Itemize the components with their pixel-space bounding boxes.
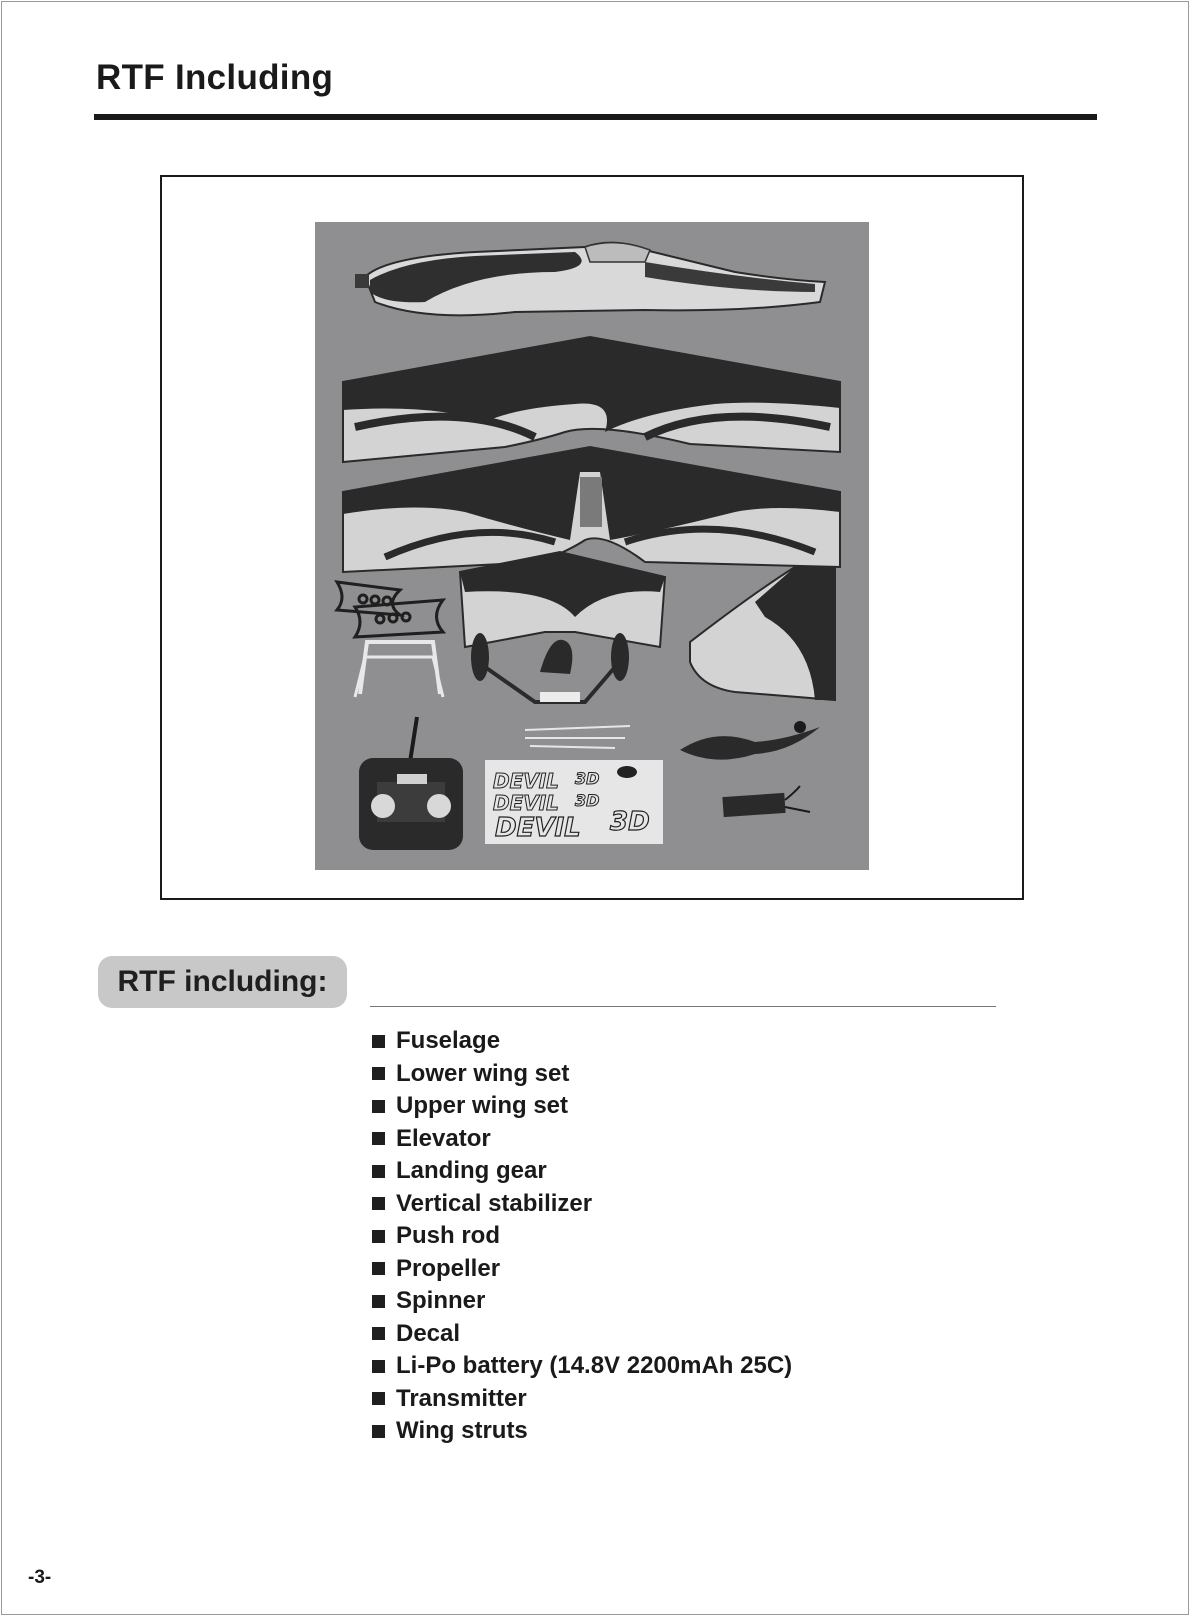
parts-list bbox=[372, 1025, 792, 1448]
square-bullet-icon bbox=[372, 1327, 385, 1340]
list-item: Push rod bbox=[372, 1220, 792, 1253]
square-bullet-icon bbox=[372, 1100, 385, 1113]
transmitter-image bbox=[359, 717, 463, 850]
landing-gear-image bbox=[355, 633, 629, 702]
vertical-stabilizer-image bbox=[690, 567, 835, 700]
list-item: Landing gear bbox=[372, 1155, 792, 1188]
push-rod-image bbox=[525, 726, 630, 748]
elevator-image bbox=[460, 552, 665, 647]
lipo-battery-image bbox=[722, 786, 810, 817]
page-number: -3- bbox=[28, 1567, 52, 1588]
svg-text:3D: 3D bbox=[575, 769, 600, 788]
square-bullet-icon bbox=[372, 1262, 385, 1275]
upper-wing-image bbox=[343, 337, 840, 462]
list-item: Li-Po battery (14.8V 2200mAh 25C) bbox=[372, 1350, 792, 1383]
svg-text:DEVIL: DEVIL bbox=[493, 769, 559, 793]
square-bullet-icon bbox=[372, 1165, 385, 1178]
square-bullet-icon bbox=[372, 1132, 385, 1145]
title-underline bbox=[94, 114, 1097, 120]
svg-text:3D: 3D bbox=[610, 807, 650, 837]
square-bullet-icon bbox=[372, 1035, 385, 1048]
list-item: Vertical stabilizer bbox=[372, 1188, 792, 1221]
square-bullet-icon bbox=[372, 1230, 385, 1243]
list-item: Decal bbox=[372, 1318, 792, 1351]
square-bullet-icon bbox=[372, 1067, 385, 1080]
square-bullet-icon bbox=[372, 1392, 385, 1405]
figure-frame bbox=[160, 175, 1024, 900]
list-item: Fuselage bbox=[372, 1025, 792, 1058]
list-item: Upper wing set bbox=[372, 1090, 792, 1123]
rtf-kit-parts-photo bbox=[315, 222, 869, 870]
svg-text:DEVIL: DEVIL bbox=[493, 791, 559, 815]
list-item: Elevator bbox=[372, 1123, 792, 1156]
fuselage-image bbox=[355, 243, 825, 316]
spinner-image bbox=[540, 640, 572, 674]
square-bullet-icon bbox=[372, 1197, 385, 1210]
list-item: Wing struts bbox=[372, 1415, 792, 1448]
svg-text:DEVIL: DEVIL bbox=[495, 813, 581, 843]
section-divider bbox=[370, 1006, 996, 1007]
lower-wing-image bbox=[343, 447, 840, 572]
wing-struts-image bbox=[337, 582, 443, 637]
square-bullet-icon bbox=[372, 1425, 385, 1438]
page-title: RTF Including bbox=[96, 58, 334, 97]
list-item: Propeller bbox=[372, 1253, 792, 1286]
decal-sheet-image bbox=[485, 760, 663, 844]
svg-text:3D: 3D bbox=[575, 791, 600, 810]
list-item: Lower wing set bbox=[372, 1058, 792, 1091]
section-label: RTF including: bbox=[98, 956, 347, 1008]
square-bullet-icon bbox=[372, 1360, 385, 1373]
propeller-image bbox=[680, 721, 820, 760]
list-item: Transmitter bbox=[372, 1383, 792, 1416]
square-bullet-icon bbox=[372, 1295, 385, 1308]
list-item: Spinner bbox=[372, 1285, 792, 1318]
